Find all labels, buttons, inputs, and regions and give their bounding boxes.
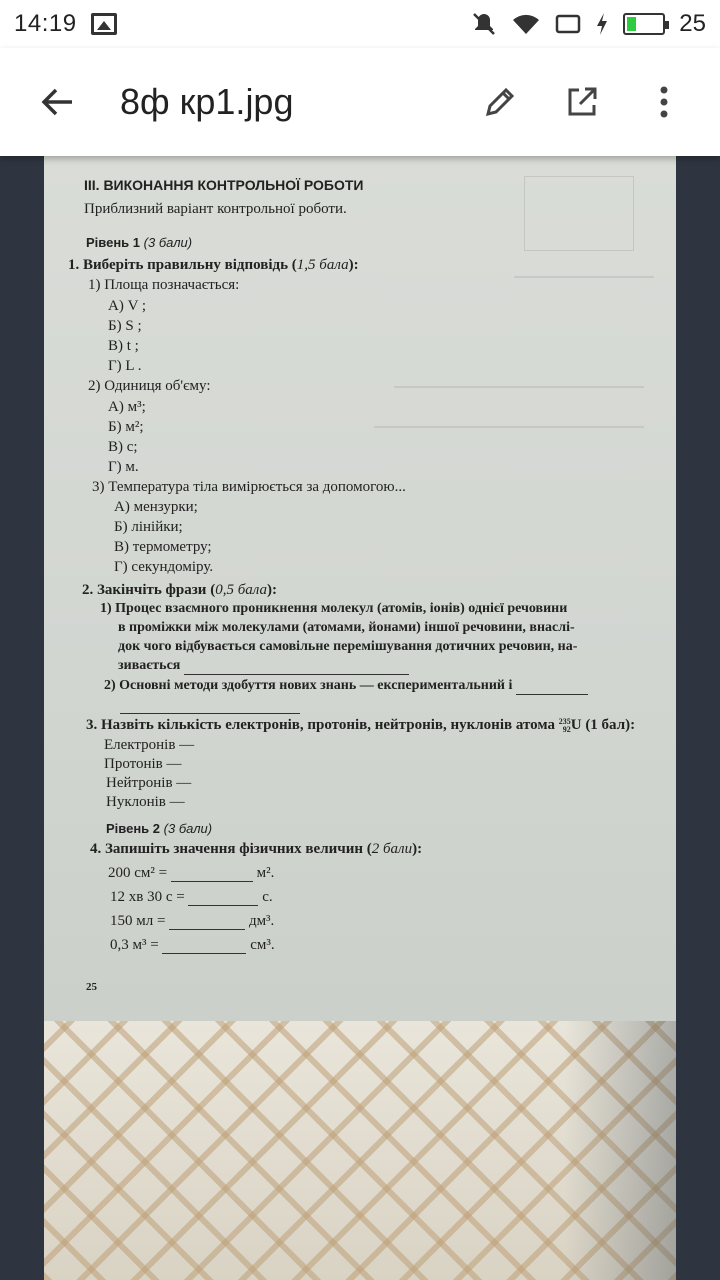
level1-heading (86, 234, 192, 252)
q4-left: 200 см² = (108, 865, 168, 881)
q1-sub3-option: Г) секундоміру. (114, 559, 214, 575)
level2-points: (3 бали) (163, 821, 213, 836)
answer-blank[interactable] (516, 681, 588, 695)
more-vert-icon (659, 85, 669, 119)
status-bar (0, 0, 720, 48)
q1-sub1-title: 1) Площа позначається: (88, 277, 240, 293)
answer-blank[interactable] (120, 700, 300, 714)
q4-text: 4. Запишіть значення фізичних величин ( (90, 841, 372, 857)
answer-blank[interactable] (171, 868, 253, 882)
q2-s1-last (118, 657, 409, 675)
level2-heading (106, 820, 212, 838)
answer-blank[interactable] (162, 940, 246, 954)
photo (44, 156, 676, 1280)
wifi-icon (511, 12, 541, 36)
q2-s1-line: 1) Процес взаємного проникнення молекул (атомів, іонів) однієї речовини (100, 601, 568, 616)
fabric-shadow (564, 1021, 676, 1280)
open-with-button[interactable] (556, 76, 608, 128)
level1-points: (3 бали) (143, 235, 193, 250)
q4-row (110, 912, 274, 930)
app-bar (0, 48, 720, 156)
paper-page (44, 156, 676, 1021)
q4-unit: м². (256, 865, 275, 881)
q1-sub3-option: В) термометру; (114, 539, 212, 555)
q1-sub2-title: 2) Одиниця об'єму: (88, 378, 211, 394)
file-title: 8ф кр1.jpg (120, 81, 294, 122)
element-symbol: U (570, 717, 582, 733)
more-options-button[interactable] (638, 76, 690, 128)
battery-percent: 25 (679, 10, 706, 37)
q3-heading (86, 716, 635, 734)
q1-sub1-option: Г) L . (108, 358, 142, 374)
q1-suffix: ): (348, 257, 359, 273)
q1-sub2-option: Г) м. (108, 459, 139, 475)
q4-suffix: ): (412, 841, 423, 857)
q4-row (110, 888, 273, 906)
q3-points: (1 бал): (585, 717, 636, 733)
mass-number: 235 (558, 716, 571, 726)
answer-blank[interactable] (169, 916, 245, 930)
gallery-icon (91, 13, 117, 35)
section-title: ІІІ. ВИКОНАННЯ КОНТРОЛЬНОЇ РОБОТИ (84, 177, 364, 193)
q2-suffix: ): (266, 582, 277, 598)
q3-line: Електронів — (104, 737, 195, 753)
q2-s1-line: в проміжки між молекулами (атомами, йонами) іншої речовини, внаслі- (118, 620, 575, 635)
battery-icon (623, 13, 665, 35)
status-time: 14:19 (14, 10, 77, 37)
q4-unit: с. (262, 889, 273, 905)
q2-heading (82, 581, 277, 599)
q4-left: 0,3 м³ = (110, 937, 159, 953)
q4-row (110, 936, 275, 954)
level1-label: Рівень 1 (86, 235, 141, 250)
q4-unit: дм³. (248, 913, 275, 929)
q2-s1-line: зивається (118, 658, 181, 673)
q2-s1-line: док чого відбувається самовільне перемішування дотичних речовин, на- (118, 639, 578, 654)
q2-s2-blank-line (120, 696, 300, 714)
q1-points: 1,5 бала (296, 257, 349, 273)
q1-sub1-option: А) V ; (108, 298, 147, 314)
page-number: 25 (86, 981, 97, 993)
image-viewer[interactable] (0, 156, 720, 1280)
subtitle: Приблизний варіант контрольної роботи. (84, 201, 347, 217)
q3-line: Нейтронів — (106, 775, 192, 791)
answer-blank[interactable] (188, 892, 258, 906)
q4-unit: см³. (250, 937, 275, 953)
q4-left: 12 хв 30 с = (110, 889, 185, 905)
q3-line: Протонів — (104, 756, 182, 772)
q1-sub1-option: В) t ; (108, 338, 139, 354)
back-button[interactable] (30, 74, 86, 130)
q2-s2-text: 2) Основні методи здобуття нових знань — експериментальний і (104, 678, 513, 693)
q1-sub3-title: 3) Температура тіла вимірюється за допомогою... (92, 479, 406, 495)
charging-icon (595, 12, 609, 36)
edit-button[interactable] (474, 76, 526, 128)
open-external-icon (565, 85, 599, 119)
q1-sub1-option: Б) S ; (108, 318, 142, 334)
battery-fill (627, 17, 636, 31)
level2-label: Рівень 2 (106, 821, 161, 836)
q1-sub2-option: В) с; (108, 439, 138, 455)
q4-left: 150 мл = (110, 913, 166, 929)
q2-s2 (104, 677, 588, 695)
atomic-number: 92 (562, 724, 571, 734)
q3-line: Нуклонів — (106, 794, 185, 810)
q4-row (108, 864, 274, 882)
q4-points: 2 бали (371, 841, 413, 857)
q3-text: 3. Назвіть кількість електронів, протонів, нейтронів, нуклонів атома (86, 717, 555, 733)
q1-text: 1. Виберіть правильну відповідь ( (68, 257, 297, 273)
q1-sub2-option: Б) м²; (108, 419, 144, 435)
back-arrow-icon (40, 84, 76, 120)
edit-pencil-icon (483, 85, 517, 119)
mute-icon (471, 11, 497, 37)
q2-points: 0,5 бала (215, 582, 267, 598)
answer-blank[interactable] (184, 661, 409, 675)
status-icons (471, 10, 706, 38)
q2-text: 2. Закінчіть фрази ( (82, 582, 216, 598)
q1-heading (68, 256, 359, 274)
screen-icon (555, 12, 581, 36)
q1-sub3-option: А) мензурки; (114, 499, 198, 515)
isotope-indices (559, 718, 571, 734)
q4-heading (90, 840, 422, 858)
toolbar-actions (474, 76, 690, 128)
q1-sub3-option: Б) лінійки; (114, 519, 183, 535)
q1-sub2-option: А) м³; (108, 399, 146, 415)
